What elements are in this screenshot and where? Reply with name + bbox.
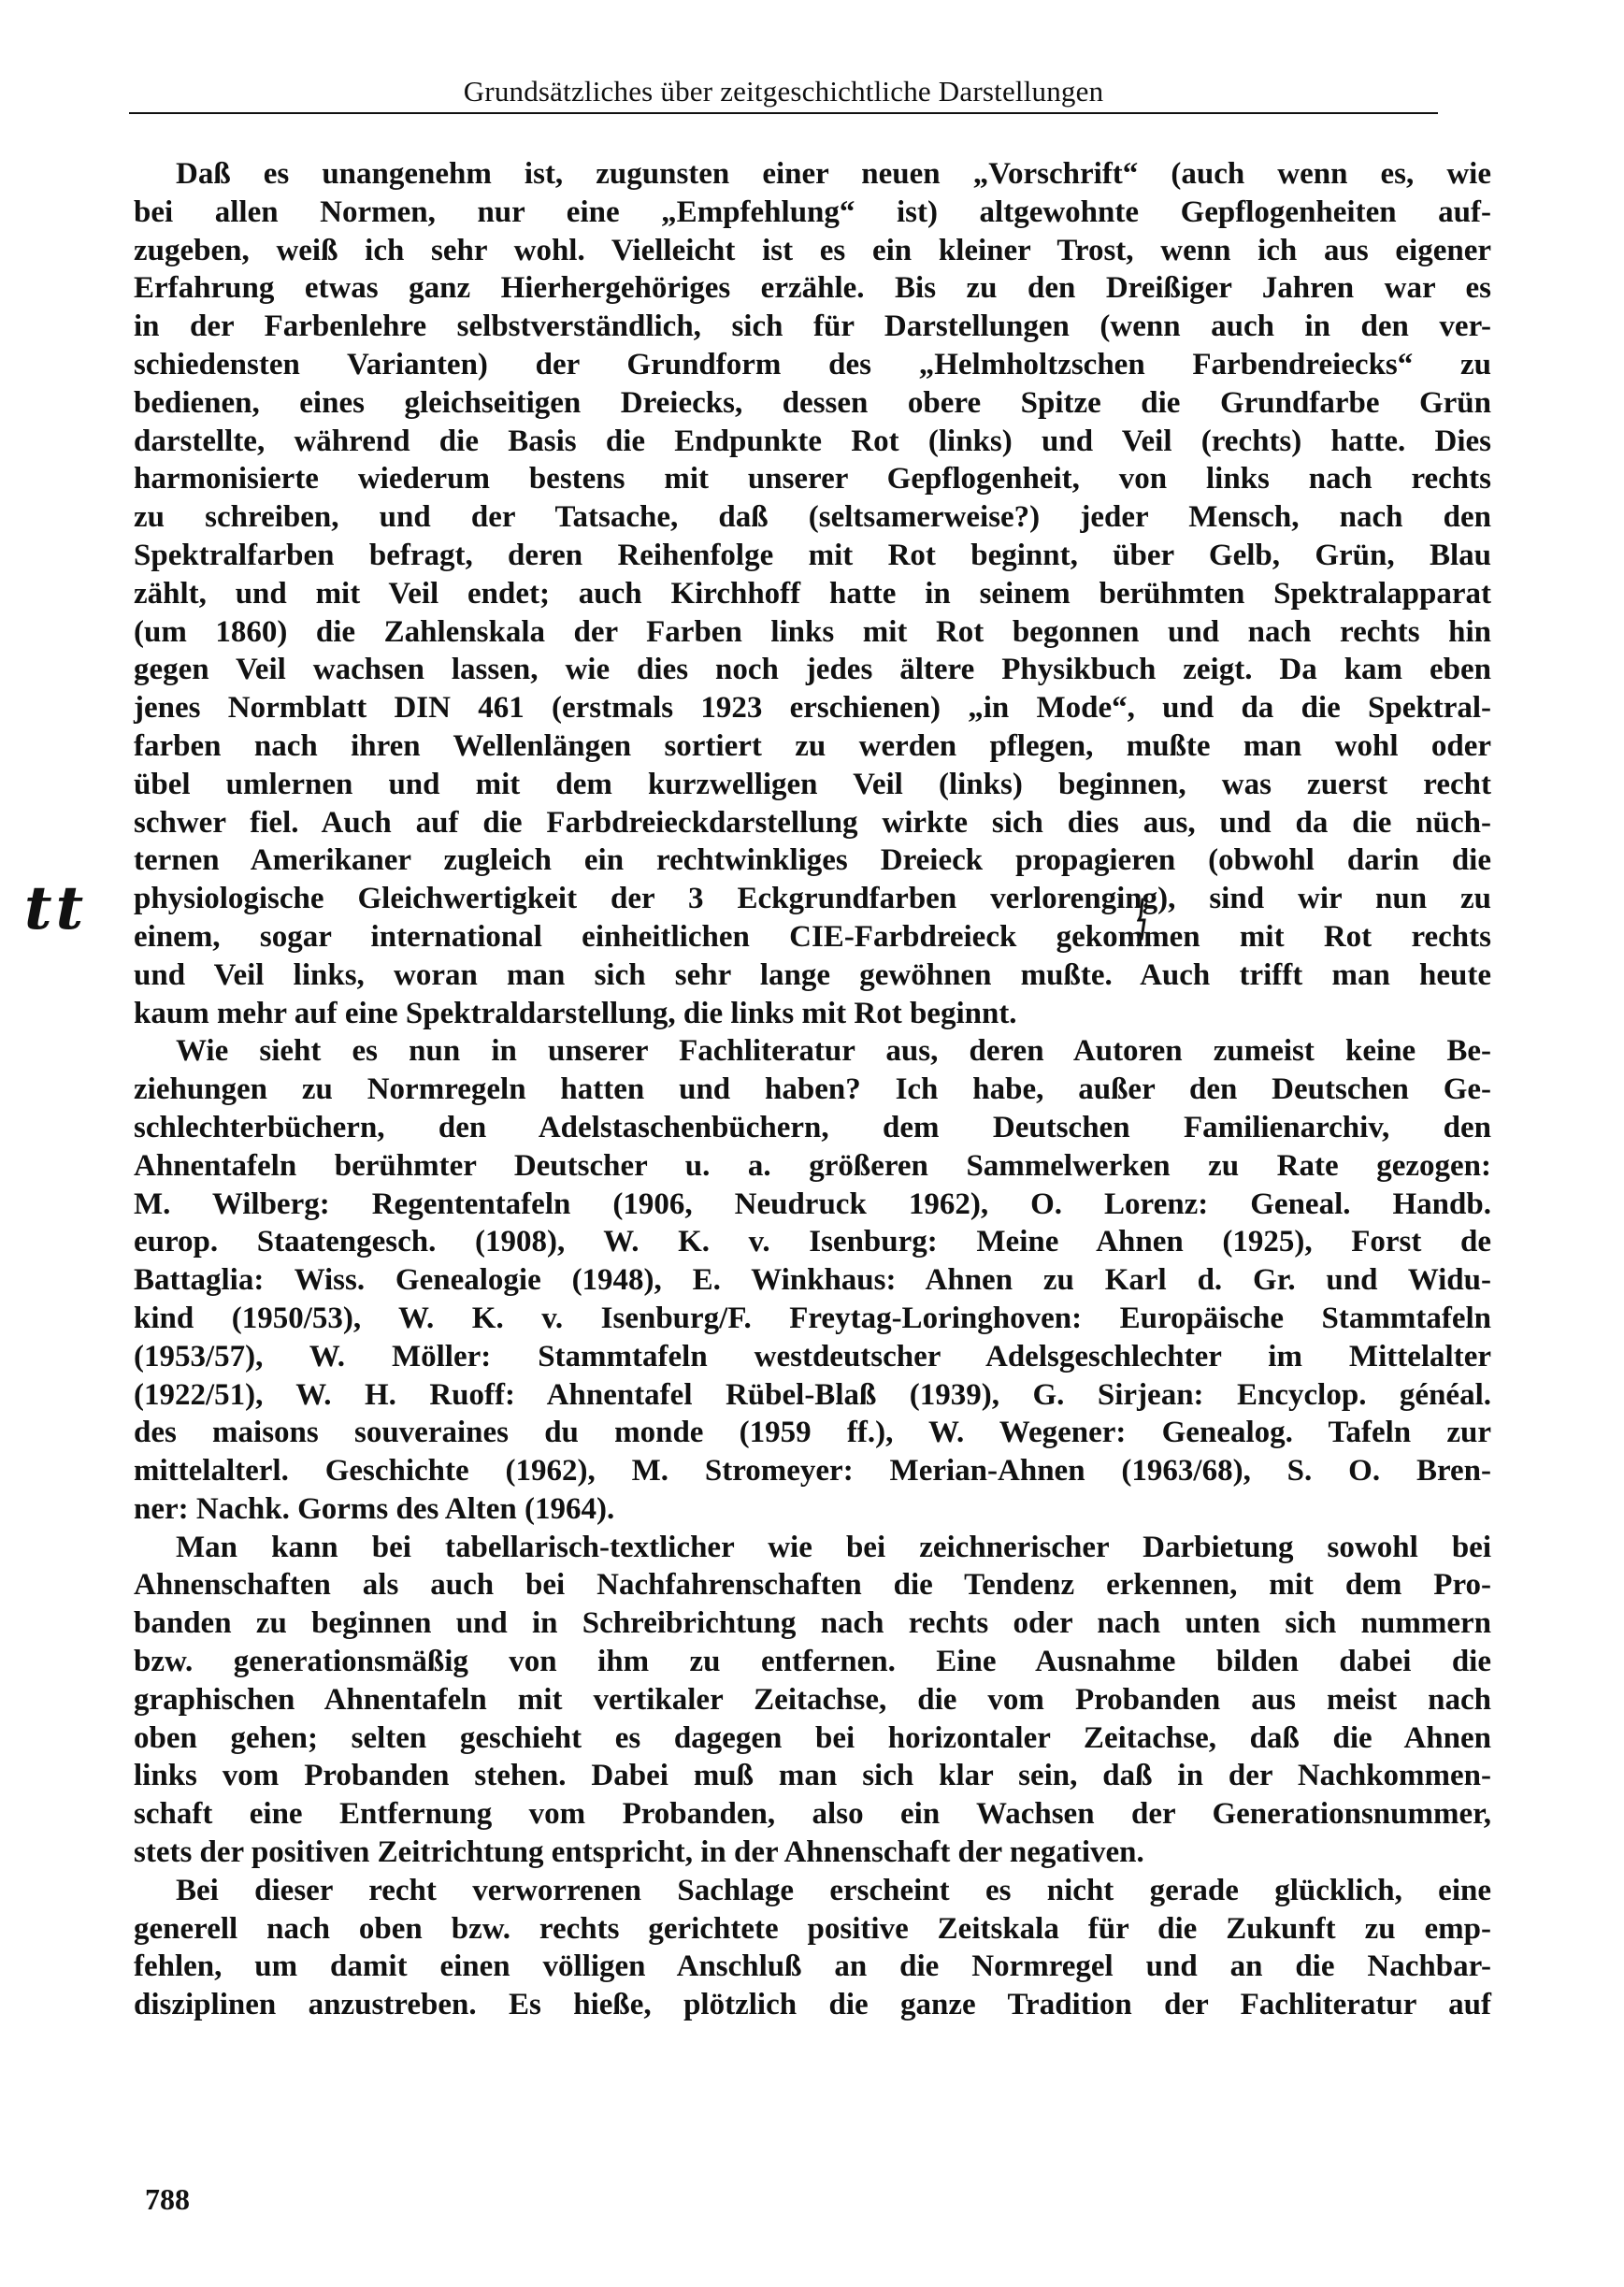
- text-line-content: ternen Amerikaner zugleich ein rechtwinkliges Dreieck propagieren (obwohl darin die: [134, 843, 1491, 878]
- text-line-content: disziplinen anzustreben. Es hieße, plötzlich die ganze Tradition der Fachliteratur auf: [134, 1988, 1491, 2022]
- text-line: [134, 1223, 1491, 1261]
- text-line: [134, 1071, 1491, 1109]
- text-line: [134, 613, 1491, 652]
- text-line-content: und Veil links, woran man sich sehr lange gewöhnen mußte. Auch trifft man heute: [134, 957, 1491, 992]
- text-line: [134, 1872, 1491, 1910]
- text-line-content: fehlen, um damit einen völligen Anschluß an die Normregel und an die Nachbar-: [134, 1949, 1491, 1984]
- text-line-content: schaft eine Entfernung vom Probanden, also ein Wachsen der Generationsnummer,: [134, 1797, 1491, 1832]
- text-line-content: schiedensten Varianten) der Grundform des „Helmholtzschen Farbendreiecks“ zu: [134, 347, 1491, 381]
- text-line: [134, 194, 1491, 232]
- text-line: [134, 1795, 1491, 1834]
- paragraph: [134, 1032, 1491, 1528]
- text-line-content: banden zu beginnen und in Schreibrichtung nach rechts oder nach unten sich nummern: [134, 1606, 1491, 1641]
- text-line-content: (um 1860) die Zahlenskala der Farben links mit Rot begonnen und nach rechts hin: [134, 614, 1491, 649]
- text-line: [134, 1261, 1491, 1300]
- text-line-content: in der Farbenlehre selbstverständlich, sich für Darstellungen (wenn auch in den ver-: [134, 309, 1491, 344]
- text-line: [134, 308, 1491, 346]
- text-line: [134, 1604, 1491, 1643]
- text-line-content: graphischen Ahnentafeln mit vertikaler Zeitachse, die vom Probanden aus meist nach: [134, 1682, 1491, 1717]
- text-line: [134, 1834, 1491, 1872]
- text-line-content: Spektralfarben befragt, deren Reihenfolge mit Rot beginnt, über Gelb, Grün, Blau: [134, 538, 1491, 572]
- text-line: [134, 1109, 1491, 1147]
- text-line-content: kaum mehr auf eine Spektraldarstellung, die links mit Rot beginnt.: [134, 996, 1017, 1030]
- text-line-content: harmonisierte wiederum bestens mit unserer Gepflogenheit, von links nach rechts: [134, 462, 1491, 496]
- text-line-content: einem, sogar international einheitlichen CIE-Farbdreieck gekommen mit Rot rechts: [134, 919, 1491, 954]
- text-line-content: stets der positiven Zeitrichtung entspricht, in der Ahnenschaft der negativen.: [134, 1835, 1144, 1870]
- text-line-content: europ. Staatengesch. (1908), W. K. v. Isenburg: Meine Ahnen (1925), Forst de: [134, 1225, 1491, 1259]
- text-line-content: farben nach ihren Wellenlängen sortiert zu werden pflegen, mußte man wohl oder: [134, 728, 1491, 763]
- text-line: [134, 423, 1491, 461]
- text-line-content: mittelalterl. Geschichte (1962), M. Stromeyer: Merian-Ahnen (1963/68), S. O. Bren-: [134, 1454, 1491, 1489]
- text-line-content: übel umlernen und mit dem kurzwelligen Veil (links) beginnen, was zuerst recht: [134, 767, 1491, 801]
- text-line: [134, 1147, 1491, 1186]
- text-line-content: des maisons souveraines du monde (1959 ff.), W. Wegener: Genealog. Tafeln zur: [134, 1416, 1491, 1450]
- text-line-content: bei allen Normen, nur eine „Empfehlung“ ist) altgewohnte Gepflogenheiten auf-: [134, 194, 1491, 229]
- text-line: [134, 1300, 1491, 1338]
- text-line: [134, 918, 1491, 957]
- text-line-content: ner: Nachk. Gorms des Alten (1964).: [134, 1491, 615, 1526]
- text-line-content: bzw. generationsmäßig von ihm zu entfernen. Eine Ausnahme bilden dabei die: [134, 1645, 1491, 1679]
- text-line: [134, 384, 1491, 423]
- text-line-content: Wie sieht es nun in unserer Fachliteratur aus, deren Autoren zumeist keine Be-: [176, 1034, 1491, 1069]
- text-line: [134, 537, 1491, 575]
- text-line-content: ziehungen zu Normregeln hatten und haben? Ich habe, außer den Deutschen Ge-: [134, 1072, 1491, 1107]
- text-line: [134, 1910, 1491, 1949]
- text-line: [134, 1414, 1491, 1452]
- text-line: [134, 1338, 1491, 1376]
- text-line-content: oben gehen; selten geschieht es dagegen bei horizontaler Zeitachse, daß die Ahnen: [134, 1720, 1491, 1755]
- text-line: [134, 1757, 1491, 1795]
- text-line-content: Bei dieser recht verworrenen Sachlage erscheint es nicht gerade glücklich, eine: [176, 1873, 1491, 1907]
- body-text: [134, 155, 1491, 2024]
- text-line: [134, 1719, 1491, 1758]
- page-number: 788: [145, 2182, 190, 2216]
- text-line-content: generell nach oben bzw. rechts gerichtete positive Zeitskala für die Zukunft zu emp-: [134, 1911, 1491, 1946]
- text-line-content: links vom Probanden stehen. Dabei muß man sich klar sein, daß in der Nachkommen-: [134, 1759, 1491, 1793]
- text-line-content: zählt, und mit Veil endet; auch Kirchhoff hatte in seinem berühmten Spektralapparat: [134, 576, 1491, 611]
- paragraph: [134, 155, 1491, 1032]
- text-line: [134, 766, 1491, 804]
- text-line: [134, 880, 1491, 918]
- text-line-content: Erfahrung etwas ganz Hierhergehöriges erzähle. Bis zu den Dreißiger Jahren war es: [134, 271, 1491, 306]
- text-line-content: Man kann bei tabellarisch-textlicher wie bei zeichnerischer Darbietung sowohl bei: [176, 1530, 1491, 1564]
- text-line: [134, 804, 1491, 842]
- text-line: [134, 1986, 1491, 2024]
- text-line: [134, 1452, 1491, 1490]
- text-line: [134, 575, 1491, 613]
- text-line-content: zu schreiben, und der Tatsache, daß (seltsamerweise?) jeder Mensch, nach den: [134, 500, 1491, 535]
- text-line: [134, 689, 1491, 727]
- text-line: [134, 1490, 1491, 1529]
- paragraph: [134, 1872, 1491, 2024]
- text-line: [134, 1948, 1491, 1986]
- text-line: [134, 841, 1491, 880]
- running-head: Grundsätzliches über zeitgeschichtliche Darstellungen: [463, 75, 1104, 108]
- text-line-content: Ahnentafeln berühmter Deutscher u. a. größeren Sammelwerken zu Rate gezogen:: [134, 1148, 1491, 1183]
- text-line-content: schwer fiel. Auch auf die Farbdreieckdarstellung wirkte sich dies aus, und da die nüch-: [134, 805, 1491, 840]
- handwritten-margin-annotation: tt: [24, 873, 88, 943]
- text-line: [134, 957, 1491, 995]
- text-line-content: Ahnenschaften als auch bei Nachfahrenschaften die Tendenz erkennen, mit dem Pro-: [134, 1568, 1491, 1603]
- text-line-content: M. Wilberg: Regententafeln (1906, Neudruck 1962), O. Lorenz: Geneal. Handb.: [134, 1187, 1491, 1221]
- text-line-content: bedienen, eines gleichseitigen Dreiecks, dessen obere Spitze die Grundfarbe Grün: [134, 385, 1491, 420]
- paragraph: [134, 1529, 1491, 1872]
- text-line: [134, 155, 1491, 194]
- text-line: [134, 995, 1491, 1033]
- text-line: [134, 1376, 1491, 1415]
- text-line: [134, 727, 1491, 766]
- text-line-content: Daß es unangenehm ist, zugunsten einer neuen „Vorschrift“ (auch wenn es, wie: [176, 157, 1491, 191]
- text-line: [134, 460, 1491, 498]
- text-line: [134, 1681, 1491, 1719]
- text-line: [134, 498, 1491, 537]
- text-line: [134, 1643, 1491, 1681]
- text-line: [134, 346, 1491, 384]
- text-line: [134, 1529, 1491, 1567]
- text-line: [134, 1032, 1491, 1071]
- text-line-content: zugeben, weiß ich sehr wohl. Vielleicht ist es ein kleiner Trost, wenn ich aus eigener: [134, 233, 1491, 267]
- text-line-content: Battaglia: Wiss. Genealogie (1948), E. Winkhaus: Ahnen zu Karl d. Gr. und Widu-: [134, 1263, 1491, 1298]
- header-rule: [129, 112, 1438, 114]
- text-line: [134, 269, 1491, 308]
- text-line-content: physiologische Gleichwertigkeit der 3 Eckgrundfarben verlorenging), sind wir nun zu: [134, 882, 1491, 916]
- text-line-content: (1922/51), W. H. Ruoff: Ahnentafel Rübel-Blaß (1939), G. Sirjean: Encyclop. généal.: [134, 1377, 1491, 1412]
- text-line: [134, 651, 1491, 689]
- text-line: [134, 1566, 1491, 1604]
- text-line-content: (1953/57), W. Möller: Stammtafeln westdeutscher Adelsgeschlechter im Mittelalter: [134, 1339, 1491, 1374]
- text-line-content: gegen Veil wachsen lassen, wie dies noch jedes ältere Physikbuch zeigt. Da kam eben: [134, 653, 1491, 687]
- text-line-content: jenes Normblatt DIN 461 (erstmals 1923 erschienen) „in Mode“, und da die Spektral-: [134, 691, 1491, 726]
- text-line-content: schlechterbüchern, den Adelstaschenbüchern, dem Deutschen Familienarchiv, den: [134, 1110, 1491, 1144]
- text-line: [134, 1186, 1491, 1224]
- text-line-content: kind (1950/53), W. K. v. Isenburg/F. Freytag-Loringhoven: Europäische Stammtafeln: [134, 1301, 1491, 1335]
- text-line: [134, 232, 1491, 270]
- text-line-content: darstellte, während die Basis die Endpunkte Rot (links) und Veil (rechts) hatte. Dies: [134, 424, 1491, 458]
